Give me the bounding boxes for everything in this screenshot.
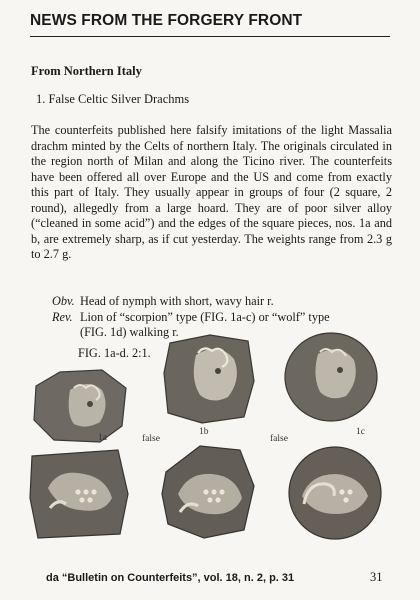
coin-1c-reverse-image [286, 444, 384, 542]
coin-label-false-1: false [142, 434, 160, 444]
reverse-label: Rev. [52, 309, 73, 324]
coin-label-1c: 1c [356, 427, 365, 437]
page-number: 31 [370, 570, 383, 584]
coin-1a-reverse-image [28, 448, 132, 540]
obverse-row [52, 294, 392, 310]
title-rule [30, 36, 390, 37]
item-heading: 1. False Celtic Silver Drachms [36, 92, 190, 106]
obverse-text: Head of nymph with short, wavy hair r. [80, 294, 274, 308]
obverse-label: Obv. [52, 294, 75, 308]
coin-label-1a: 1a [98, 433, 107, 443]
reverse-row [52, 310, 392, 326]
figure-caption: FIG. 1a-d. 2:1. [78, 346, 151, 360]
body-paragraph: The counterfeits published here falsify imitations of the light Massalia drachm minted by the Celts of northern Italy. The originals circulated in the region north of Milan and along the Ticino river. The counterfeits have been offered all over Europe and the US and come from exactly this part of Italy. They usually appear in groups of four (2 square, 2 round), allegedly from a large hoard. They are of poor silver alloy (“cleaned in some acid”) and the edges of the square pieces, nos. 1a and b, are extremely sharp, as if cut yesterday. The weights range from 2.3 g to 2.7 g. [31, 123, 392, 261]
reverse-text: Lion of “scorpion” type (FIG. 1a-c) or “wolf” type [80, 309, 330, 324]
section-heading: From Northern Italy [31, 64, 142, 78]
page-title: NEWS FROM THE FORGERY FRONT [30, 12, 303, 29]
source-citation: da “Bulletin on Counterfeits”, vol. 18, n. 2, p. 31 [46, 572, 295, 584]
coin-1b-reverse-image [160, 442, 258, 542]
coin-1a-obverse-image [30, 368, 130, 444]
coin-1c-obverse-image [282, 330, 380, 424]
coin-label-1b: 1b [199, 427, 209, 437]
coin-label-false-2: false [270, 434, 288, 444]
coin-1b-obverse-image [162, 333, 256, 425]
reverse-text-continued: (FIG. 1d) walking r. [80, 325, 179, 339]
